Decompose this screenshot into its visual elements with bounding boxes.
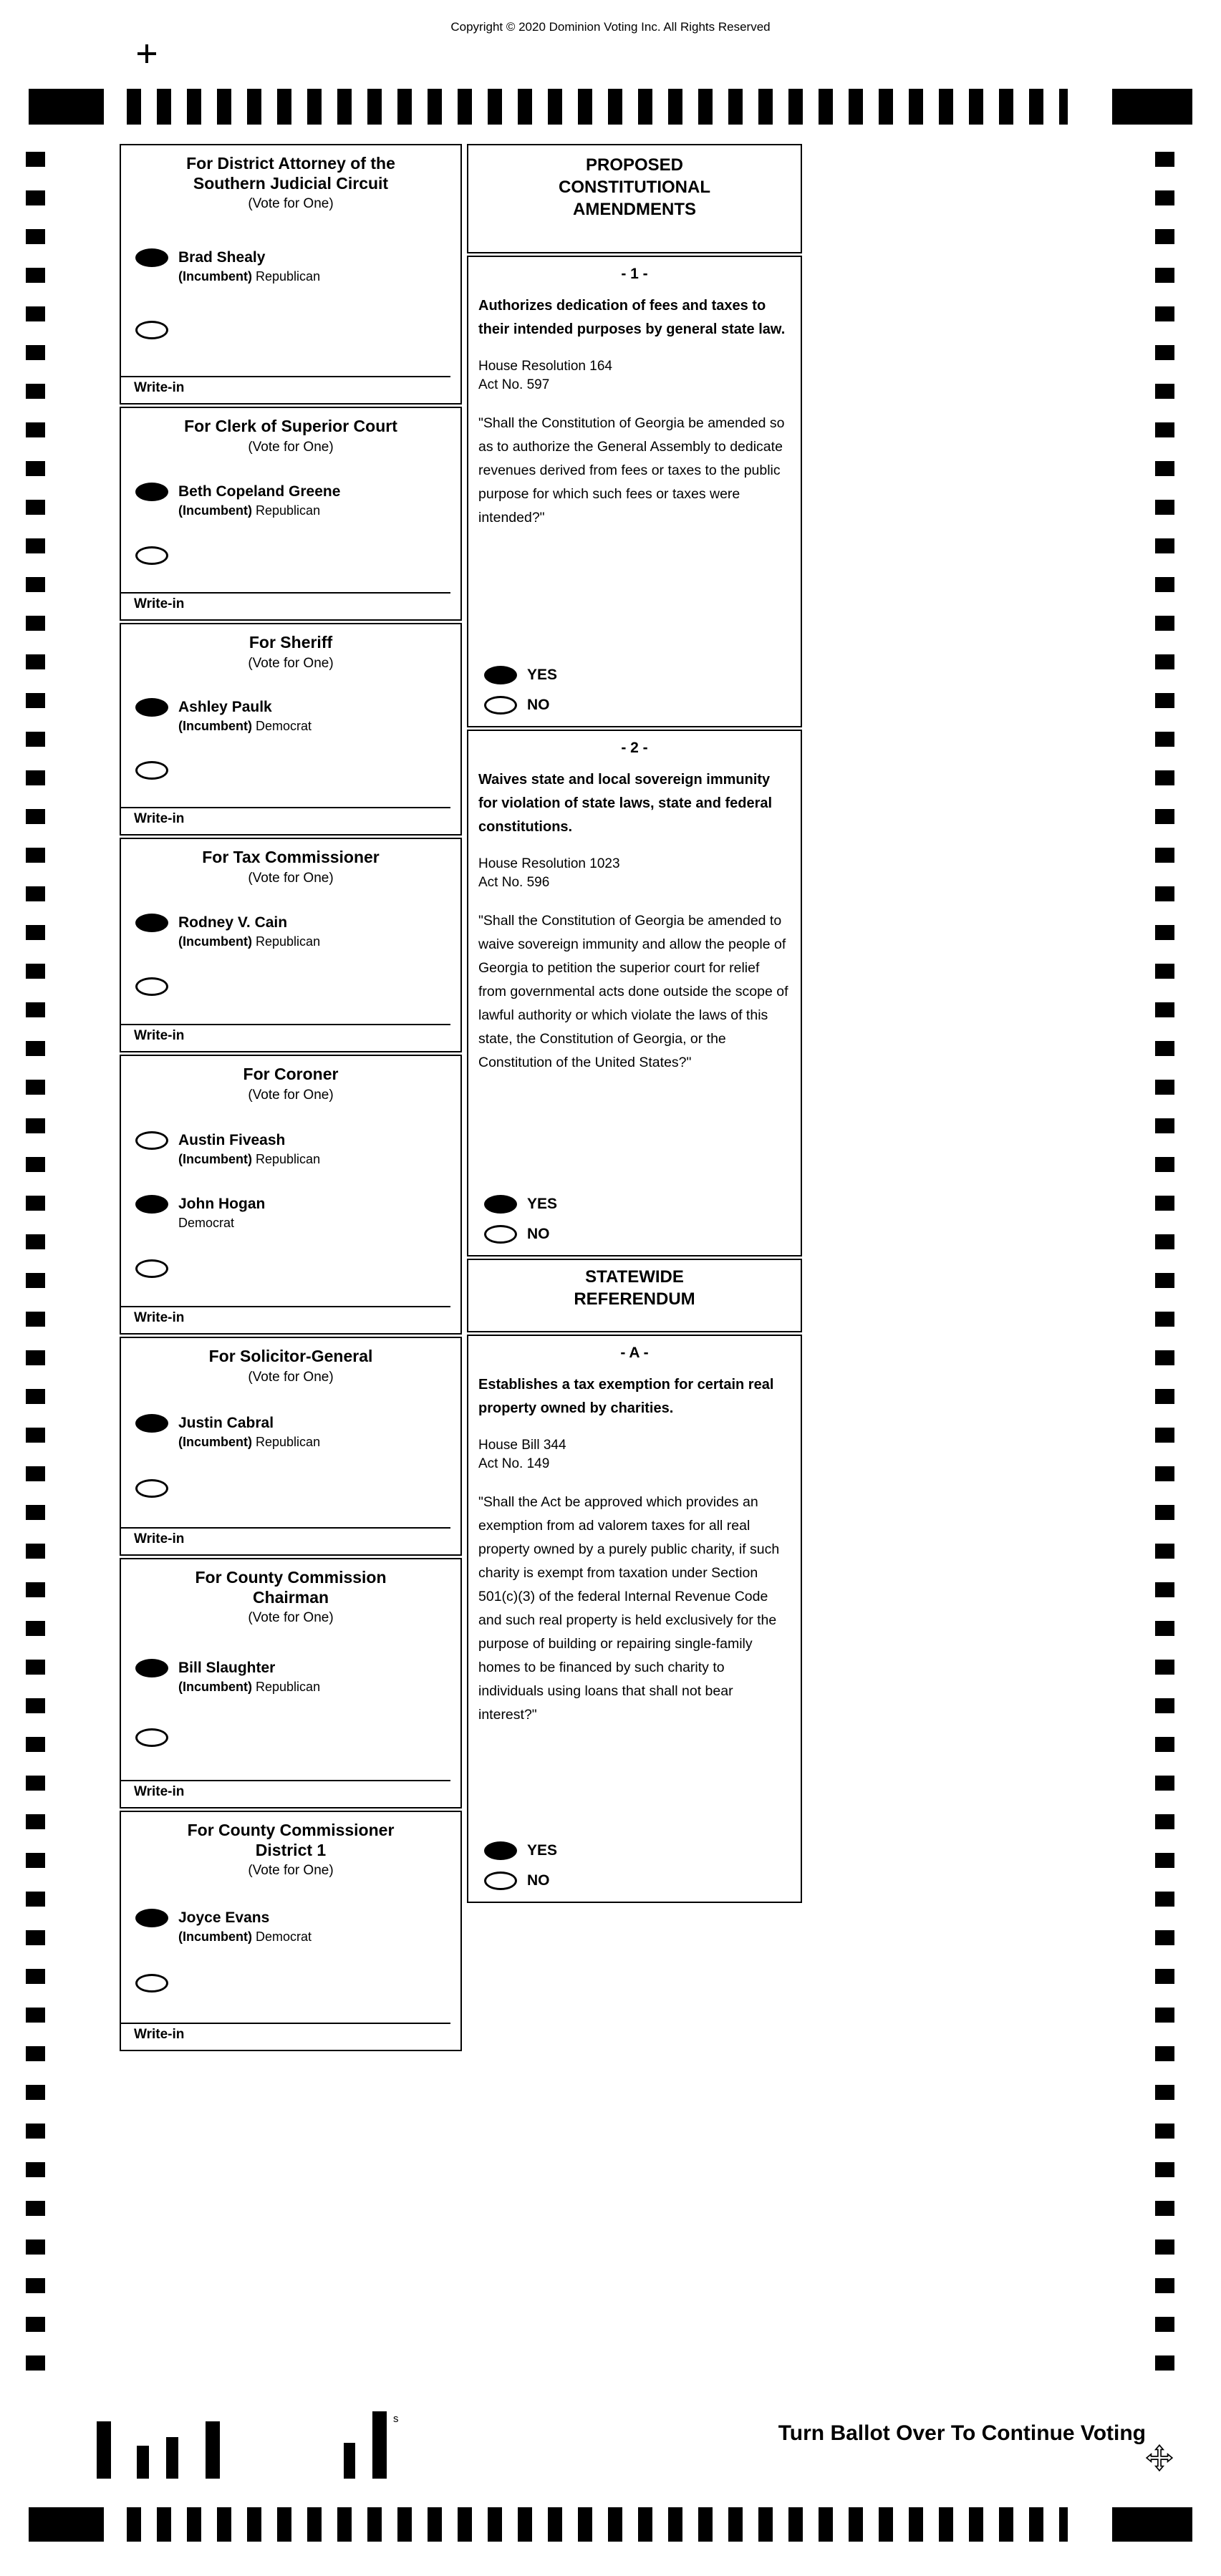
no-label: NO <box>527 1226 550 1242</box>
candidate-detail <box>178 1929 312 1945</box>
no-oval[interactable] <box>484 1872 517 1890</box>
candidate-detail <box>178 1152 320 1167</box>
writein-oval[interactable] <box>135 546 168 565</box>
writein-line[interactable] <box>121 1306 450 1307</box>
vote-instruction: (Vote for One) <box>248 870 334 886</box>
candidate-oval[interactable] <box>135 698 168 717</box>
writein-oval[interactable] <box>135 761 168 780</box>
writein-oval-row <box>121 321 460 339</box>
candidate-oval[interactable] <box>135 248 168 267</box>
barcode-bar <box>206 2421 220 2479</box>
candidate-name: Bill Slaughter <box>178 1660 276 1677</box>
measure-references <box>468 1436 801 1473</box>
candidate-detail <box>178 503 340 518</box>
candidate-row <box>121 483 460 518</box>
barcode-bar <box>372 2411 387 2479</box>
barcode-bar <box>97 2421 111 2479</box>
yes-oval[interactable] <box>484 1195 517 1214</box>
candidate-oval[interactable] <box>135 483 168 501</box>
measure-referendum-a <box>467 1335 802 1903</box>
incumbent-label: (Incumbent) <box>178 1151 252 1166</box>
candidate-oval[interactable] <box>135 1909 168 1927</box>
measure-choices <box>468 1188 801 1246</box>
writein-block <box>121 376 460 397</box>
writein-oval-row <box>121 546 460 565</box>
party-label: Republican <box>256 1151 321 1166</box>
candidate-row <box>121 1131 460 1167</box>
writein-oval[interactable] <box>135 1479 168 1498</box>
candidate-row <box>121 248 460 284</box>
vote-instruction: (Vote for One) <box>248 439 334 455</box>
timing-block-top-right <box>1112 89 1192 125</box>
timing-marks-right <box>1155 152 1174 2371</box>
no-choice-row <box>484 696 801 715</box>
candidate-row <box>121 1195 460 1231</box>
measures-column <box>467 144 802 1903</box>
measure-choices <box>468 1834 801 1893</box>
vote-instruction: (Vote for One) <box>248 1863 334 1879</box>
candidate-name: Austin Fiveash <box>178 1131 286 1148</box>
incumbent-label: (Incumbent) <box>178 269 252 284</box>
measure-references <box>468 855 801 892</box>
party-label: Republican <box>256 269 321 284</box>
yes-oval[interactable] <box>484 666 517 684</box>
writein-oval-row <box>121 1974 460 1992</box>
party-label: Democrat <box>256 1929 312 1944</box>
contest-title: For County Commissioner District 1 <box>187 1821 395 1859</box>
contest-title: For Sheriff <box>248 633 333 652</box>
writein-block <box>121 592 460 614</box>
yes-label: YES <box>527 1196 558 1212</box>
barcode-bar <box>137 2446 149 2479</box>
no-choice-row <box>484 1225 801 1244</box>
measure-question: "Shall the Constitution of Georgia be amended to waive sovereign immunity and allow the people of Georgia to petition the superior court for relief from governmental acts done outside the scope of lawful authority or which violate the laws of this state, the Constitution of Georgia, or the Constitution of the United States?" <box>478 913 788 1070</box>
candidate-name: Justin Cabral <box>178 1415 274 1432</box>
vote-instruction: (Vote for One) <box>248 1087 334 1103</box>
writein-label: Write-in <box>134 380 185 395</box>
contest-title: For Clerk of Superior Court <box>184 417 397 435</box>
measure-summary: Authorizes dedication of fees and taxes to their intended purposes by general state law. <box>478 298 786 337</box>
contest-solicitor-general <box>120 1337 462 1556</box>
measure-question: "Shall the Act be approved which provides an exemption from ad valorem taxes for all real property owned by a purely public charity, if such charity is exempt from taxation under Section 501(c)(3) of the federal Internal Revenue Code and such real property is held exclusively for the purpose of building or repairing single-family homes to be financed by such charity to individuals using loans that shall not bear interest?" <box>478 1494 780 1723</box>
measure-number: - 1 - <box>621 266 648 282</box>
candidate-name: Rodney V. Cain <box>178 914 288 931</box>
measure-ref-line: House Resolution 1023 <box>478 856 620 871</box>
candidate-detail <box>178 719 312 734</box>
contest-clerk-superior-court <box>120 407 462 621</box>
writein-block <box>121 1780 460 1801</box>
candidate-row <box>121 914 460 949</box>
candidate-row <box>121 698 460 734</box>
party-label: Democrat <box>256 719 312 734</box>
writein-label: Write-in <box>134 1783 185 1799</box>
candidate-oval[interactable] <box>135 1131 168 1150</box>
measure-choices <box>468 659 801 717</box>
writein-oval[interactable] <box>135 1259 168 1278</box>
amendments-header <box>467 144 802 253</box>
candidate-row <box>121 1909 460 1945</box>
contest-coroner <box>120 1055 462 1335</box>
writein-oval-row <box>121 1259 460 1278</box>
writein-line[interactable] <box>121 376 450 377</box>
writein-line[interactable] <box>121 2023 450 2024</box>
incumbent-label: (Incumbent) <box>178 719 252 734</box>
contest-district-attorney <box>120 144 462 405</box>
referendum-header <box>467 1259 802 1332</box>
measure-number: - 2 - <box>621 740 648 756</box>
vote-instruction: (Vote for One) <box>248 1369 334 1385</box>
copyright-notice: Copyright © 2020 Dominion Voting Inc. All Rights Reserved <box>450 20 771 34</box>
writein-block <box>121 1306 460 1327</box>
writein-line[interactable] <box>121 807 450 808</box>
party-label: Democrat <box>178 1216 235 1231</box>
vote-instruction: (Vote for One) <box>248 196 334 212</box>
no-oval[interactable] <box>484 696 517 715</box>
yes-choice-row <box>484 666 801 684</box>
timing-marks-left <box>26 152 45 2371</box>
timing-marks-bottom <box>127 2507 1068 2542</box>
no-oval[interactable] <box>484 1225 517 1244</box>
turn-ballot-over-text: Turn Ballot Over To Continue Voting <box>778 2421 1146 2445</box>
barcode-marks <box>97 2411 412 2479</box>
candidate-oval[interactable] <box>135 1659 168 1677</box>
measure-references <box>468 357 801 394</box>
contest-county-commissioner-district-1 <box>120 1811 462 2051</box>
candidate-oval[interactable] <box>135 914 168 932</box>
writein-block <box>121 1024 460 1045</box>
party-label: Republican <box>256 1435 321 1450</box>
writein-line[interactable] <box>121 1024 450 1025</box>
candidate-detail <box>178 269 320 284</box>
timing-block-bottom-left <box>29 2507 104 2542</box>
measure-summary: Establishes a tax exemption for certain real property owned by charities. <box>478 1377 774 1416</box>
candidate-name: Joyce Evans <box>178 1909 270 1926</box>
writein-oval[interactable] <box>135 977 168 996</box>
writein-block <box>121 807 460 828</box>
barcode-glyph: s <box>393 2413 399 2425</box>
writein-block <box>121 2023 460 2044</box>
candidate-row <box>121 1659 460 1695</box>
yes-label: YES <box>527 1842 558 1859</box>
candidate-detail <box>178 934 320 949</box>
writein-line[interactable] <box>121 1527 450 1529</box>
timing-marks-top <box>127 89 1068 125</box>
measure-ref-line: House Resolution 164 <box>478 359 612 374</box>
referendum-header-text: STATEWIDE REFERENDUM <box>574 1267 695 1309</box>
candidate-row <box>121 1414 460 1450</box>
contests-column <box>120 144 462 2051</box>
candidate-oval[interactable] <box>135 1195 168 1214</box>
incumbent-label: (Incumbent) <box>178 934 252 949</box>
incumbent-label: (Incumbent) <box>178 1680 252 1695</box>
candidate-name: Beth Copeland Greene <box>178 483 341 500</box>
contest-title: For District Attorney of the Southern Judicial Circuit <box>186 154 395 193</box>
barcode-bar <box>344 2443 355 2479</box>
incumbent-label: (Incumbent) <box>178 1435 252 1450</box>
contest-title: For County Commission Chairman <box>195 1568 387 1607</box>
incumbent-label: (Incumbent) <box>178 503 252 518</box>
no-choice-row <box>484 1872 801 1890</box>
measure-ref-line: House Bill 344 <box>478 1438 566 1453</box>
measure-ref-line: Act No. 149 <box>478 1456 550 1471</box>
timing-block-top-left <box>29 89 104 125</box>
candidate-name: John Hogan <box>178 1196 266 1213</box>
contest-title: For Coroner <box>243 1065 339 1083</box>
registration-cross-icon <box>1144 2443 1174 2473</box>
yes-oval[interactable] <box>484 1841 517 1860</box>
writein-oval[interactable] <box>135 1728 168 1747</box>
candidate-oval[interactable] <box>135 1414 168 1433</box>
measure-amendment-1 <box>467 256 802 727</box>
writein-oval-row <box>121 977 460 996</box>
party-label: Republican <box>256 503 321 518</box>
candidate-detail <box>178 1216 265 1231</box>
writein-line[interactable] <box>121 592 450 594</box>
writein-label: Write-in <box>134 2026 185 2042</box>
contest-title: For Tax Commissioner <box>202 848 380 866</box>
vote-instruction: (Vote for One) <box>248 655 334 671</box>
writein-label: Write-in <box>134 1531 185 1546</box>
writein-label: Write-in <box>134 1309 185 1325</box>
writein-oval-row <box>121 1728 460 1747</box>
party-label: Republican <box>256 934 321 949</box>
yes-choice-row <box>484 1195 801 1214</box>
yes-label: YES <box>527 667 558 683</box>
writein-oval-row <box>121 1479 460 1498</box>
measure-summary: Waives state and local sovereign immunity for violation of state laws, state and federal constitutions. <box>478 772 773 835</box>
no-label: NO <box>527 1872 550 1889</box>
contest-tax-commissioner <box>120 838 462 1052</box>
vote-instruction: (Vote for One) <box>248 1610 334 1626</box>
candidate-name: Ashley Paulk <box>178 699 272 716</box>
writein-label: Write-in <box>134 1027 185 1043</box>
measure-number: - A - <box>620 1345 649 1361</box>
yes-choice-row <box>484 1841 801 1860</box>
amendments-header-text: PROPOSED CONSTITUTIONAL AMENDMENTS <box>559 155 710 220</box>
contest-sheriff <box>120 623 462 836</box>
incumbent-label: (Incumbent) <box>178 1929 252 1944</box>
timing-block-bottom-right <box>1112 2507 1192 2542</box>
writein-oval-row <box>121 761 460 780</box>
contest-county-commission-chairman <box>120 1558 462 1808</box>
writein-oval[interactable] <box>135 1974 168 1992</box>
candidate-detail <box>178 1435 320 1450</box>
measure-ref-line: Act No. 597 <box>478 377 550 392</box>
contest-title: For Solicitor-General <box>208 1347 373 1365</box>
writein-block <box>121 1527 460 1549</box>
barcode-bar <box>166 2437 178 2479</box>
registration-plus-mark <box>137 44 156 63</box>
writein-label: Write-in <box>134 810 185 826</box>
measure-ref-line: Act No. 596 <box>478 875 550 890</box>
measure-question: "Shall the Constitution of Georgia be amended so as to authorize the General Assembly to dedicate revenues derived from fees or taxes to the public purpose for which such fees or taxes were intended?" <box>478 415 785 526</box>
writein-label: Write-in <box>134 596 185 611</box>
party-label: Republican <box>256 1680 321 1695</box>
measure-amendment-2 <box>467 730 802 1256</box>
no-label: NO <box>527 697 550 713</box>
candidate-name: Brad Shealy <box>178 249 266 266</box>
candidate-detail <box>178 1680 320 1695</box>
writein-oval[interactable] <box>135 321 168 339</box>
writein-line[interactable] <box>121 1780 450 1781</box>
